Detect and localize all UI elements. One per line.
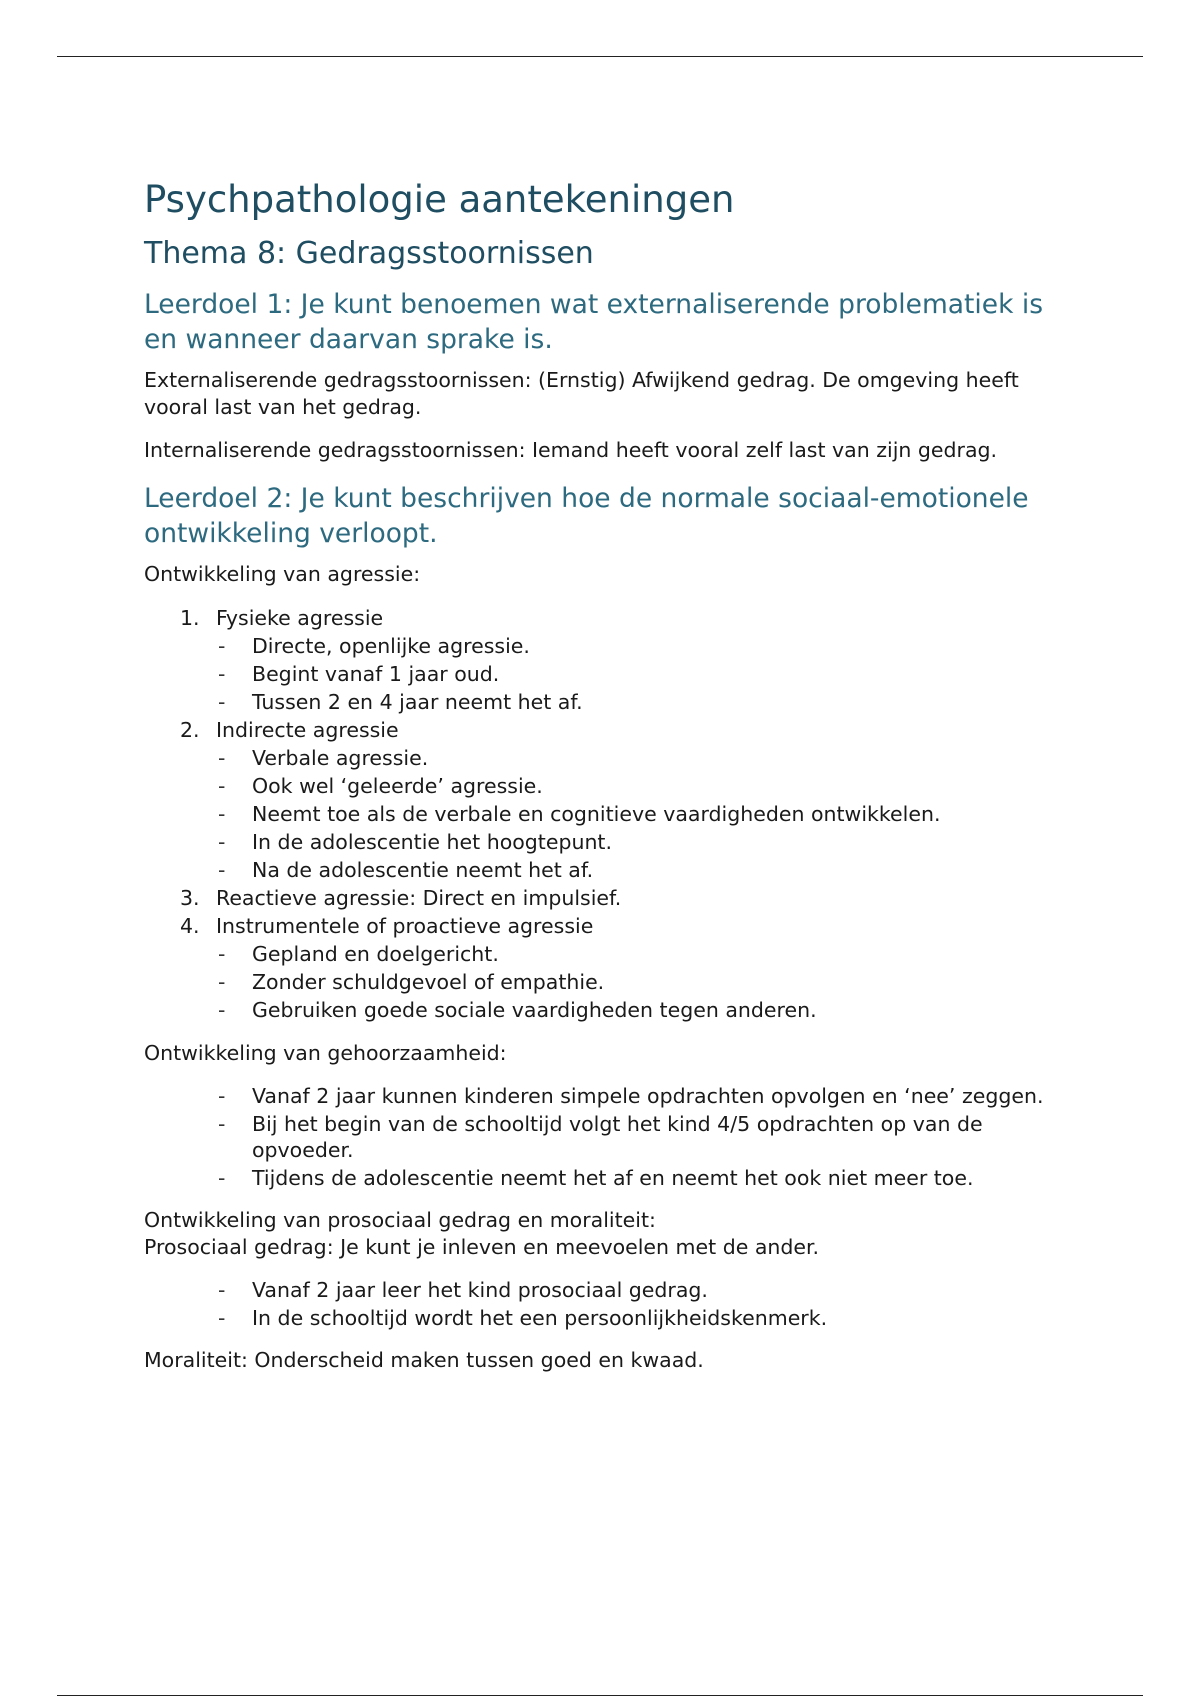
list-number: 4. — [180, 914, 200, 939]
moraliteit-definition: Moraliteit: Onderscheid maken tussen goed en kwaad. — [144, 1348, 704, 1373]
dash-icon: - — [218, 1112, 226, 1137]
sub-list-text: Gebruiken goede sociale vaardigheden tegen anderen. — [252, 998, 817, 1023]
dash-icon: - — [218, 830, 226, 855]
goal1-paragraph-external: Externaliserende gedragsstoornissen: (Ernstig) Afwijkend gedrag. De omgeving heeft vooral last van het gedrag. — [144, 368, 1019, 420]
dash-icon: - — [218, 802, 226, 827]
dash-icon: - — [218, 1278, 226, 1303]
dash-icon: - — [218, 1166, 226, 1191]
sub-list — [216, 744, 1044, 884]
prosociaal-list — [144, 1277, 1044, 1331]
list-item-text: Bij het begin van de schooltijd volgt het kind 4/5 opdrachten op van de opvoeder. — [252, 1112, 983, 1163]
sub-list-item — [216, 772, 1044, 800]
list-item — [144, 884, 1044, 912]
sub-list-text: Neemt toe als de verbale en cognitieve vaardigheden ontwikkelen. — [252, 802, 941, 827]
footer-rule — [57, 1695, 1143, 1696]
sub-list-item — [216, 800, 1044, 828]
goal1-paragraph-internal: Internaliserende gedragsstoornissen: Iemand heeft vooral zelf last van zijn gedrag. — [144, 438, 998, 463]
list-item-text: Vanaf 2 jaar leer het kind prosociaal gedrag. — [252, 1278, 708, 1303]
list-item — [144, 604, 1044, 716]
prosociaal-definition: Prosociaal gedrag: Je kunt je inleven en meevoelen met de ander. — [144, 1235, 820, 1260]
dash-icon: - — [218, 858, 226, 883]
agressie-intro: Ontwikkeling van agressie: — [144, 562, 421, 587]
sub-list-text: Directe, openlijke agressie. — [252, 634, 530, 659]
dash-icon: - — [218, 746, 226, 771]
list-item — [144, 912, 1044, 1024]
list-item-label: Instrumentele of proactieve agressie — [216, 914, 594, 939]
sub-list — [216, 632, 1044, 716]
sub-list-item — [216, 968, 1044, 996]
sub-list-item — [216, 828, 1044, 856]
dash-icon: - — [218, 774, 226, 799]
sub-list-item — [216, 996, 1044, 1024]
list-number: 2. — [180, 718, 200, 743]
sub-list-item — [216, 744, 1044, 772]
sub-list-text: Verbale agressie. — [252, 746, 429, 771]
dash-icon: - — [218, 970, 226, 995]
theme-heading: Thema 8: Gedragsstoornissen — [144, 236, 594, 272]
dash-icon: - — [218, 1306, 226, 1331]
list-item — [144, 716, 1044, 884]
dash-icon: - — [218, 1084, 226, 1109]
list-item-text: In de schooltijd wordt het een persoonlijkheidskenmerk. — [252, 1306, 828, 1331]
sub-list-text: Tussen 2 en 4 jaar neemt het af. — [252, 690, 583, 715]
sub-list-text: Ook wel ‘geleerde’ agressie. — [252, 774, 543, 799]
gehoorzaamheid-intro: Ontwikkeling van gehoorzaamheid: — [144, 1041, 507, 1066]
sub-list — [216, 940, 1044, 1024]
dash-icon: - — [218, 662, 226, 687]
sub-list-text: Zonder schuldgevoel of empathie. — [252, 970, 605, 995]
document-body — [144, 178, 1044, 1374]
sub-list-item — [216, 940, 1044, 968]
sub-list-item — [216, 856, 1044, 884]
sub-list-item — [216, 688, 1044, 716]
list-number: 3. — [180, 886, 200, 911]
dash-icon: - — [218, 634, 226, 659]
sub-list-text: Begint vanaf 1 jaar oud. — [252, 662, 500, 687]
sub-list-item — [216, 632, 1044, 660]
list-item-label: Indirecte agressie — [216, 718, 399, 743]
list-item-text: Tijdens de adolescentie neemt het af en neemt het ook niet meer toe. — [252, 1166, 974, 1191]
list-item — [144, 1277, 1044, 1303]
sub-list-text: Na de adolescentie neemt het af. — [252, 858, 594, 883]
list-item-text: Vanaf 2 jaar kunnen kinderen simpele opdrachten opvolgen en ‘nee’ zeggen. — [252, 1084, 1044, 1109]
list-number: 1. — [180, 606, 200, 631]
dash-icon: - — [218, 690, 226, 715]
list-item-label: Reactieve agressie: Direct en impulsief. — [216, 886, 622, 911]
goal2-heading: Leerdoel 2: Je kunt beschrijven hoe de normale sociaal-emotionele ontwikkeling verloopt. — [144, 483, 1029, 549]
document-title: Psychpathologie aantekeningen — [144, 178, 735, 221]
dash-icon: - — [218, 942, 226, 967]
agressie-list — [144, 604, 1044, 1024]
sub-list-text: In de adolescentie het hoogtepunt. — [252, 830, 612, 855]
gehoorzaamheid-list — [144, 1083, 1044, 1191]
sub-list-text: Gepland en doelgericht. — [252, 942, 499, 967]
sub-list-item — [216, 660, 1044, 688]
list-item — [144, 1165, 1044, 1191]
list-item — [144, 1111, 1044, 1163]
list-item — [144, 1083, 1044, 1109]
list-item — [144, 1305, 1044, 1331]
dash-icon: - — [218, 998, 226, 1023]
list-item-label: Fysieke agressie — [216, 606, 384, 631]
header-rule — [57, 56, 1143, 57]
goal1-heading: Leerdoel 1: Je kunt benoemen wat externaliserende problematiek is en wanneer daarvan sprake is. — [144, 289, 1044, 355]
prosociaal-intro: Ontwikkeling van prosociaal gedrag en moraliteit: — [144, 1208, 656, 1233]
